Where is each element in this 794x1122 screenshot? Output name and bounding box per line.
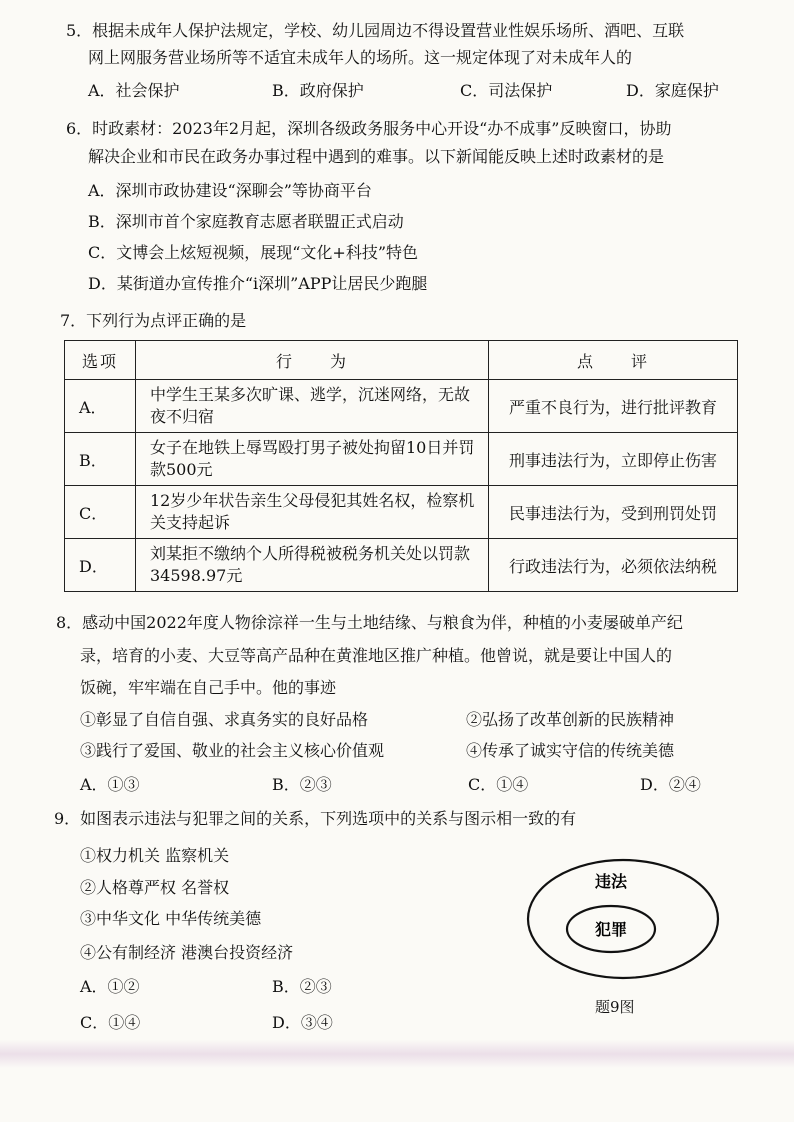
q6-option-b: B．深圳市首个家庭教育志愿者联盟正式启动 [88,212,404,231]
q5-option-a: A．社会保护 [88,81,180,100]
q6-option-a: A．深圳市政协建设“深聊会”等协商平台 [88,181,372,200]
q5-stem-line2: 网上网服务营业场所等不适宜未成年人的场所。这一规定体现了对未成年人的 [88,48,633,67]
q9-item-3: ③中华文化 中华传统美德 [80,909,262,928]
q6-stem-line1: 6．时政素材：2023年2月起，深圳各级政务服务中心开设“办不成事”反映窗口，协助 [66,119,672,138]
q8-option-b: B．②③ [272,775,332,794]
q7-stem: 7．下列行为点评正确的是 [60,311,247,330]
row-action: 12岁少年状告亲生父母侵犯其姓名权，检察机关支持起诉 [136,486,489,539]
q9-stem: 9．如图表示违法与犯罪之间的关系，下列选项中的关系与图示相一致的有 [54,809,577,828]
q9-option-d: D．③④ [272,1013,333,1032]
q6-stem-line2: 解决企业和市民在政务办事过程中遇到的难事。以下新闻能反映上述时政素材的是 [88,147,665,166]
scan-smudge [0,1040,794,1068]
q8-item-3: ③践行了爱国、敬业的社会主义核心价值观 [80,741,385,760]
q9-option-a: A．①② [80,977,140,996]
header-behavior: 行 为 [136,341,489,380]
q6-option-c: C．文博会上炫短视频，展现“文化+科技”特色 [88,243,419,262]
q8-item-4: ④传承了诚实守信的传统美德 [466,741,675,760]
q8-item-1: ①彰显了自信自强、求真务实的良好品格 [80,710,369,729]
q9-option-b: B．②③ [272,977,332,996]
table-row [65,486,738,539]
q8-stem-line3: 饭碗，牢牢端在自己手中。他的事迹 [80,678,337,697]
row-comment: 民事违法行为，受到刑罚处罚 [489,486,738,539]
row-action: 女子在地铁上辱骂殴打男子被处拘留10日并罚款500元 [136,433,489,486]
row-comment: 行政违法行为，必须依法纳税 [489,539,738,592]
outer-label: 违法 [594,872,628,891]
q8-option-a: A．①③ [80,775,140,794]
diagram-caption: 题9图 [595,998,635,1016]
table-row [65,433,738,486]
row-label: D． [65,539,136,592]
header-comment: 点 评 [489,341,738,380]
q8-stem-line2: 录，培育的小麦、大豆等高产品种在黄淮地区推广种植。他曾说，就是要让中国人的 [80,646,673,665]
q5-stem-line1: 5．根据未成年人保护法规定，学校、幼儿园周边不得设置营业性娱乐场所、酒吧、互联 [66,21,685,40]
q9-item-4: ④公有制经济 港澳台投资经济 [80,943,294,962]
q5-option-b: B．政府保护 [272,81,364,100]
table-row [65,539,738,592]
q5-option-c: C．司法保护 [460,81,553,100]
row-label: B． [65,433,136,486]
q8-item-2: ②弘扬了改革创新的民族精神 [466,710,675,729]
q5-option-d: D．家庭保护 [626,81,719,100]
table-header-row [65,341,738,380]
inner-label: 犯罪 [594,920,628,939]
table-row [65,380,738,433]
q7-table [64,340,738,592]
row-label: C． [65,486,136,539]
q9-venn-diagram [525,857,721,981]
q9-item-2: ②人格尊严权 名誉权 [80,878,230,897]
header-option: 选项 [65,341,136,380]
row-action: 中学生王某多次旷课、逃学，沉迷网络，无故夜不归宿 [136,380,489,433]
q6-option-d: D．某街道办宣传推介“i深圳”APP让居民少跑腿 [88,274,428,293]
q8-stem-line1: 8．感动中国2022年度人物徐淙祥一生与土地结缘、与粮食为伴，种植的小麦屡破单产纪 [56,613,683,632]
q9-option-c: C．①④ [80,1013,141,1032]
q9-item-1: ①权力机关 监察机关 [80,846,230,865]
q8-option-d: D．②④ [640,775,701,794]
row-comment: 严重不良行为，进行批评教育 [489,380,738,433]
row-label: A． [65,380,136,433]
row-action: 刘某拒不缴纳个人所得税被税务机关处以罚款34598.97元 [136,539,489,592]
row-comment: 刑事违法行为，立即停止伤害 [489,433,738,486]
q8-option-c: C．①④ [468,775,529,794]
